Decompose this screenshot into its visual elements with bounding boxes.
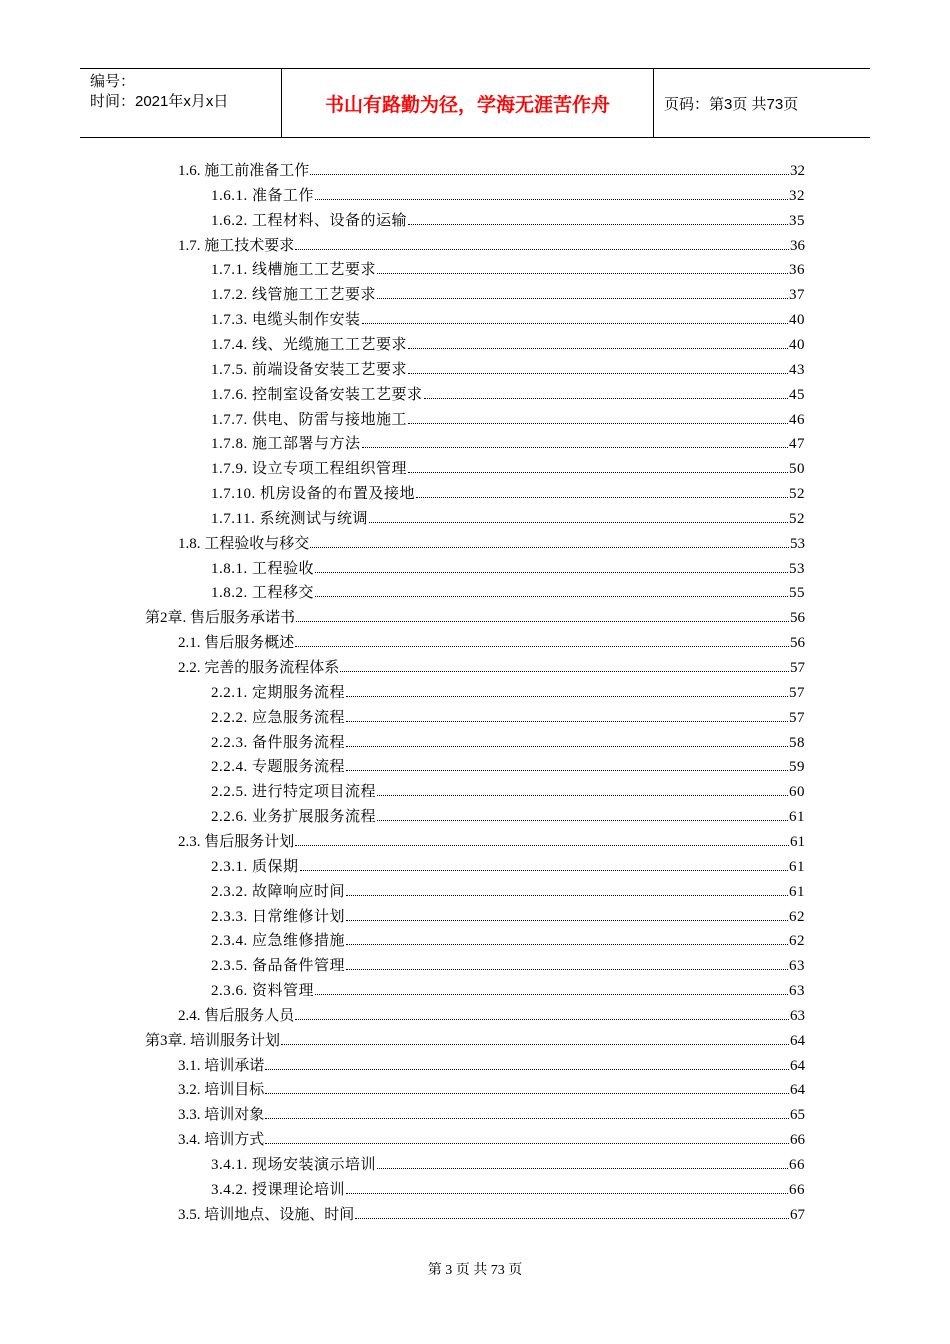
toc-dot-leader bbox=[377, 273, 788, 274]
toc-entry-label: 2.2.3. 备件服务流程 bbox=[211, 734, 346, 751]
toc-entry-page: 40 bbox=[789, 336, 805, 353]
toc-entry-label: 1.7.3. 电缆头制作安装 bbox=[211, 312, 361, 329]
toc-entry-page: 61 bbox=[790, 833, 805, 850]
toc-dot-leader bbox=[408, 348, 788, 349]
toc-entry-label: 2.3. 售后服务计划 bbox=[178, 833, 295, 850]
toc-entry[interactable] bbox=[211, 854, 805, 876]
toc-entry[interactable] bbox=[178, 1077, 805, 1099]
toc-dot-leader bbox=[346, 895, 788, 896]
toc-entry[interactable] bbox=[178, 233, 805, 255]
toc-entry[interactable] bbox=[178, 655, 805, 677]
toc-entry[interactable] bbox=[211, 754, 805, 776]
toc-entry-page: 66 bbox=[789, 1181, 805, 1198]
page-footer: 第 3 页 共 73 页 bbox=[427, 1263, 523, 1278]
toc-entry-label: 3.2. 培训目标 bbox=[178, 1082, 265, 1099]
toc-dot-leader bbox=[346, 920, 788, 921]
toc-entry[interactable] bbox=[145, 605, 805, 627]
toc-entry-page: 32 bbox=[789, 187, 805, 204]
toc-entry-page: 52 bbox=[789, 486, 805, 503]
toc-entry[interactable] bbox=[211, 904, 805, 926]
toc-dot-leader bbox=[265, 1143, 789, 1144]
toc-entry[interactable] bbox=[211, 332, 805, 354]
toc-entry[interactable] bbox=[211, 1177, 805, 1199]
toc-entry-page: 53 bbox=[789, 560, 805, 577]
toc-entry-label: 3.3. 培训对象 bbox=[178, 1107, 265, 1124]
header-page-info: 页码：第3页 共73页 bbox=[664, 95, 799, 113]
toc-entry[interactable] bbox=[211, 481, 805, 503]
toc-entry[interactable] bbox=[178, 1102, 805, 1124]
toc-entry-page: 63 bbox=[789, 958, 805, 975]
toc-entry[interactable] bbox=[178, 1127, 805, 1149]
toc-entry[interactable] bbox=[211, 282, 805, 304]
toc-entry-label: 1.7.10. 机房设备的布置及接地 bbox=[211, 486, 416, 503]
toc-entry-label: 3.4.2. 授课理论培训 bbox=[211, 1181, 346, 1198]
toc-entry[interactable] bbox=[211, 680, 805, 702]
toc-dot-leader bbox=[355, 1218, 789, 1219]
toc-entry[interactable] bbox=[211, 407, 805, 429]
toc-entry[interactable] bbox=[211, 208, 805, 230]
toc-entry-label: 1.7.8. 施工部署与方法 bbox=[211, 436, 361, 453]
toc-entry[interactable] bbox=[211, 580, 805, 602]
toc-entry-label: 3.4.1. 现场安装演示培训 bbox=[211, 1157, 377, 1173]
toc-dot-leader bbox=[377, 795, 788, 796]
toc-entry-label: 1.8.1. 工程验收 bbox=[211, 560, 315, 577]
toc-dot-leader bbox=[295, 845, 789, 846]
toc-dot-leader bbox=[362, 323, 788, 324]
toc-dot-leader bbox=[300, 870, 788, 871]
toc-entry[interactable] bbox=[211, 928, 805, 950]
toc-dot-leader bbox=[369, 522, 788, 523]
toc-entry-page: 58 bbox=[789, 734, 805, 751]
toc-dot-leader bbox=[346, 696, 788, 697]
toc-entry[interactable] bbox=[211, 556, 805, 578]
toc-entry-page: 57 bbox=[789, 684, 805, 701]
toc-dot-leader bbox=[346, 969, 788, 970]
toc-dot-leader bbox=[310, 174, 789, 175]
toc-entry-page: 50 bbox=[789, 461, 805, 478]
toc-entry-label: 1.7. 施工技术要求 bbox=[178, 237, 295, 254]
toc-entry[interactable] bbox=[211, 1152, 805, 1174]
toc-dot-leader bbox=[295, 1019, 789, 1020]
toc-entry-page: 40 bbox=[789, 312, 805, 329]
toc-entry-label: 2.3.6. 资料管理 bbox=[211, 983, 315, 1000]
toc-entry[interactable] bbox=[211, 779, 805, 801]
toc-entry-label: 2.3.5. 备品备件管理 bbox=[211, 958, 346, 975]
toc-entry-page: 56 bbox=[790, 610, 805, 627]
toc-entry[interactable] bbox=[178, 829, 805, 851]
toc-entry-label: 1.7.5. 前端设备安装工艺要求 bbox=[211, 361, 408, 378]
toc-entry-page: 36 bbox=[790, 237, 805, 254]
toc-entry[interactable] bbox=[178, 158, 805, 180]
toc-entry[interactable] bbox=[211, 456, 805, 478]
serial-label: 编号： bbox=[90, 73, 136, 90]
toc-dot-leader bbox=[315, 572, 788, 573]
toc-entry-page: 43 bbox=[789, 361, 805, 378]
toc-entry-label: 1.7.9. 设立专项工程组织管理 bbox=[211, 461, 408, 478]
toc-entry-label: 第3章. 培训服务计划 bbox=[145, 1032, 281, 1049]
page-header bbox=[80, 68, 870, 138]
toc-entry-page: 47 bbox=[789, 436, 805, 453]
toc-dot-leader bbox=[346, 770, 788, 771]
toc-entry-page: 55 bbox=[789, 585, 805, 602]
toc-entry-page: 62 bbox=[789, 908, 805, 925]
toc-entry-page: 46 bbox=[789, 411, 805, 428]
toc-entry-page: 66 bbox=[789, 1157, 805, 1173]
toc-entry-label: 3.1. 培训承诺 bbox=[178, 1057, 265, 1074]
toc-entry-page: 63 bbox=[789, 983, 805, 1000]
toc-entry-label: 2.2.4. 专题服务流程 bbox=[211, 759, 346, 776]
toc-entry-page: 67 bbox=[790, 1206, 805, 1223]
toc-dot-leader bbox=[315, 994, 788, 995]
toc-entry-label: 2.3.4. 应急维修措施 bbox=[211, 933, 346, 950]
toc-dot-leader bbox=[377, 298, 788, 299]
toc-entry-page: 56 bbox=[790, 635, 805, 652]
toc-entry-page: 61 bbox=[789, 883, 805, 900]
toc-entry[interactable] bbox=[211, 804, 805, 826]
toc-entry-page: 57 bbox=[790, 660, 805, 676]
toc-entry-label: 3.5. 培训地点、设施、时间 bbox=[178, 1206, 355, 1223]
toc-entry[interactable] bbox=[211, 506, 805, 528]
toc-dot-leader bbox=[408, 373, 788, 374]
header-meta bbox=[80, 69, 282, 137]
toc-entry[interactable] bbox=[178, 531, 805, 553]
toc-entry[interactable] bbox=[211, 978, 805, 1000]
time-label: 时间：2021年x月x日 bbox=[90, 93, 229, 110]
toc-entry-label: 2.3.1. 质保期 bbox=[211, 858, 299, 875]
toc-dot-leader bbox=[408, 472, 788, 473]
toc-dot-leader bbox=[377, 1168, 788, 1169]
toc-entry-page: 64 bbox=[790, 1057, 805, 1074]
toc-entry-label: 1.7.7. 供电、防雷与接地施工 bbox=[211, 411, 408, 428]
toc-entry-label: 1.7.11. 系统测试与统调 bbox=[211, 510, 368, 527]
toc-entry-label: 1.7.4. 线、光缆施工工艺要求 bbox=[211, 336, 408, 353]
toc-dot-leader bbox=[265, 1069, 789, 1070]
toc-entry[interactable] bbox=[211, 730, 805, 752]
toc-entry-label: 2.1. 售后服务概述 bbox=[178, 635, 295, 652]
toc-entry-page: 32 bbox=[790, 163, 805, 179]
toc-entry-label: 1.6.1. 准备工作 bbox=[211, 187, 315, 204]
toc-entry-page: 57 bbox=[789, 709, 805, 726]
toc-entry[interactable] bbox=[211, 953, 805, 975]
toc-entry-label: 2.3.3. 日常维修计划 bbox=[211, 908, 346, 925]
toc-entry-label: 3.4. 培训方式 bbox=[178, 1132, 265, 1149]
toc-dot-leader bbox=[346, 1193, 788, 1194]
toc-entry-label: 2.2. 完善的服务流程体系 bbox=[178, 660, 340, 676]
toc-dot-leader bbox=[296, 621, 789, 622]
toc-dot-leader bbox=[281, 1044, 789, 1045]
toc-dot-leader bbox=[346, 944, 788, 945]
toc-entry-label: 2.2.5. 进行特定项目流程 bbox=[211, 784, 377, 801]
toc-entry-page: 53 bbox=[790, 535, 805, 552]
toc-dot-leader bbox=[408, 423, 788, 424]
toc-entry-page: 45 bbox=[789, 386, 805, 403]
toc-entry-page: 59 bbox=[789, 759, 805, 776]
toc-entry[interactable] bbox=[145, 1028, 805, 1050]
toc-entry-label: 1.6.2. 工程材料、设备的运输 bbox=[211, 212, 408, 229]
toc-entry[interactable] bbox=[211, 431, 805, 453]
toc-dot-leader bbox=[424, 398, 788, 399]
toc-dot-leader bbox=[340, 671, 789, 672]
toc-entry-page: 60 bbox=[789, 784, 805, 801]
toc-entry[interactable] bbox=[178, 1003, 805, 1025]
toc-entry-label: 1.7.1. 线槽施工工艺要求 bbox=[211, 262, 377, 279]
toc-entry[interactable] bbox=[211, 357, 805, 379]
toc-entry-page: 63 bbox=[790, 1007, 805, 1024]
toc-entry-page: 64 bbox=[790, 1082, 805, 1099]
toc-entry[interactable] bbox=[178, 630, 805, 652]
toc-entry-page: 64 bbox=[790, 1032, 805, 1049]
toc-dot-leader bbox=[416, 497, 788, 498]
toc-entry-label: 1.8.2. 工程移交 bbox=[211, 585, 315, 602]
toc-entry-page: 61 bbox=[789, 809, 805, 826]
toc-dot-leader bbox=[265, 1093, 789, 1094]
toc-entry-page: 65 bbox=[790, 1107, 805, 1124]
toc-entry-label: 2.2.1. 定期服务流程 bbox=[211, 684, 346, 701]
toc-entry-page: 37 bbox=[789, 287, 805, 304]
toc-entry[interactable] bbox=[211, 382, 805, 404]
toc-entry-label: 2.2.6. 业务扩展服务流程 bbox=[211, 809, 377, 826]
toc-dot-leader bbox=[310, 547, 789, 548]
toc-entry[interactable] bbox=[211, 879, 805, 901]
toc-dot-leader bbox=[295, 646, 789, 647]
toc-entry-label: 2.4. 售后服务人员 bbox=[178, 1007, 295, 1024]
toc-entry[interactable] bbox=[178, 1053, 805, 1075]
toc-entry-label: 1.7.2. 线管施工工艺要求 bbox=[211, 287, 377, 304]
toc-dot-leader bbox=[362, 447, 788, 448]
toc-dot-leader bbox=[315, 596, 788, 597]
toc-dot-leader bbox=[295, 249, 789, 250]
toc-dot-leader bbox=[346, 746, 788, 747]
toc-entry[interactable] bbox=[211, 705, 805, 727]
toc-dot-leader bbox=[408, 224, 788, 225]
toc-entry-label: 第2章. 售后服务承诺书 bbox=[145, 610, 296, 627]
toc-entry[interactable] bbox=[178, 1202, 805, 1224]
toc-dot-leader bbox=[377, 820, 788, 821]
toc-entry[interactable] bbox=[211, 307, 805, 329]
toc-entry-label: 1.6. 施工前准备工作 bbox=[178, 163, 310, 179]
toc-entry-page: 35 bbox=[789, 212, 805, 229]
toc-entry-label: 2.2.2. 应急服务流程 bbox=[211, 709, 346, 726]
toc-dot-leader bbox=[346, 721, 788, 722]
toc-entry[interactable] bbox=[211, 183, 805, 205]
toc-entry-page: 61 bbox=[789, 858, 805, 875]
toc-entry-page: 66 bbox=[790, 1132, 805, 1149]
toc-entry-label: 1.8. 工程验收与移交 bbox=[178, 535, 310, 552]
toc-entry-page: 52 bbox=[789, 510, 805, 527]
toc-entry[interactable] bbox=[211, 257, 805, 279]
toc-entry-page: 36 bbox=[789, 262, 805, 279]
toc-dot-leader bbox=[315, 199, 788, 200]
toc-dot-leader bbox=[265, 1118, 789, 1119]
toc-entry-label: 2.3.2. 故障响应时间 bbox=[211, 883, 346, 900]
toc-entry-page: 62 bbox=[789, 933, 805, 950]
toc-entry-label: 1.7.6. 控制室设备安装工艺要求 bbox=[211, 386, 423, 403]
header-motto: 书山有路勤为径，学海无涯苦作舟 bbox=[282, 69, 654, 137]
